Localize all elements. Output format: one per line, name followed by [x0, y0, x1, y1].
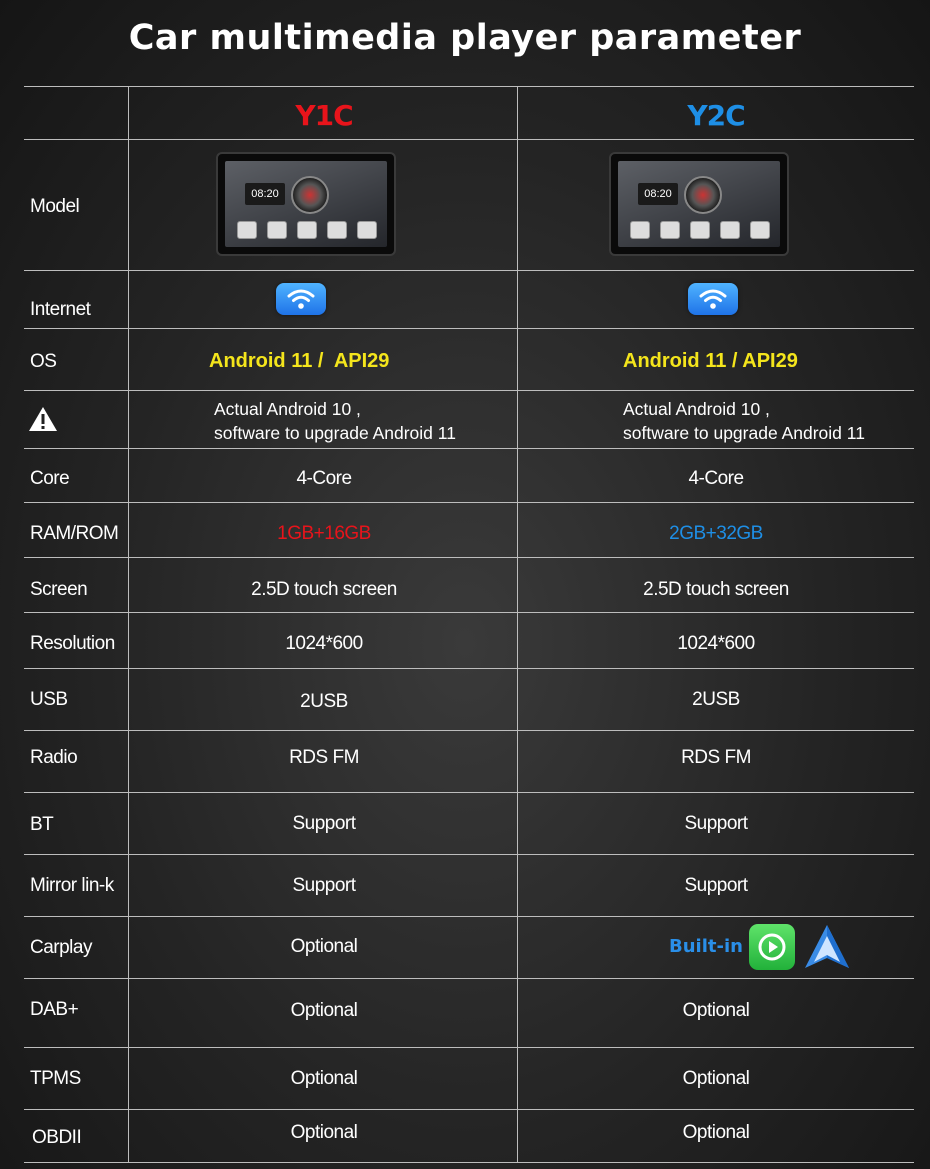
page-title: Car multimedia player parameter	[128, 18, 802, 58]
obd-value-y1c: Optional	[290, 1122, 358, 1143]
column-header-y2c: Y2C	[687, 99, 745, 132]
screen-value-y1c: 2.5D touch screen	[251, 579, 397, 600]
device-clock: 08:20	[638, 183, 678, 205]
radio-app-icon	[267, 221, 287, 239]
table-row-model	[24, 139, 914, 271]
core-value-y1c: 4-Core	[296, 468, 352, 489]
table-row-note	[24, 390, 914, 449]
table-row-screen	[24, 557, 914, 613]
dab-value-y2c: Optional	[682, 1000, 750, 1021]
table-row-mirror-link	[24, 854, 914, 917]
row-label-core: Core	[30, 468, 70, 489]
device-screen	[618, 161, 780, 247]
note-line: Actual Android 10 ,	[214, 399, 361, 419]
bt-app-icon	[750, 221, 770, 239]
row-label-ramrom: RAM/ROM	[30, 523, 119, 544]
table-row-resolution	[24, 612, 914, 669]
note-line: Actual Android 10 ,	[623, 399, 770, 419]
ramrom-value-y2c: 2GB+32GB	[669, 523, 763, 544]
apps-app-icon	[690, 221, 710, 239]
row-label-radio: Radio	[30, 747, 78, 768]
device-clock: 08:20	[245, 183, 285, 205]
row-label-resolution: Resolution	[30, 633, 115, 654]
note-line: software to upgrade Android 11	[214, 423, 456, 443]
table-row-obd	[24, 1109, 914, 1163]
row-label-os: OS	[30, 351, 57, 372]
row-label-tpms: TPMS	[30, 1068, 81, 1089]
row-label-carplay: Carplay	[30, 937, 92, 958]
row-label-screen: Screen	[30, 579, 88, 600]
tpms-value-y1c: Optional	[290, 1068, 358, 1089]
resolution-value-y2c: 1024*600	[677, 633, 755, 654]
table-row-radio	[24, 730, 914, 793]
table-row-core	[24, 448, 914, 503]
radio-app-icon	[660, 221, 680, 239]
bt-value-y2c: Support	[684, 813, 748, 834]
device-image-y1c	[216, 152, 396, 256]
obd-value-y2c: Optional	[682, 1122, 750, 1143]
row-label-dab: DAB+	[30, 999, 79, 1020]
table-row-internet	[24, 270, 914, 329]
radio-value-y2c: RDS FM	[681, 747, 751, 768]
note-y2c	[623, 397, 865, 445]
row-label-obd: OBDII	[32, 1127, 82, 1148]
app-dock	[237, 221, 377, 241]
row-label-model: Model	[30, 196, 80, 217]
screen-value-y2c: 2.5D touch screen	[643, 579, 789, 600]
carplay-icon	[749, 924, 795, 970]
device-screen	[225, 161, 387, 247]
carplay-value-y1c: Optional	[290, 936, 358, 957]
radio-value-y1c: RDS FM	[289, 747, 359, 768]
mirror-value-y1c: Support	[292, 875, 356, 896]
warning-icon	[28, 406, 58, 432]
usb-value-y2c: 2USB	[692, 689, 740, 710]
wifi-icon	[688, 283, 738, 315]
bt-value-y1c: Support	[292, 813, 356, 834]
table-row-os	[24, 328, 914, 391]
resolution-value-y1c: 1024*600	[285, 633, 363, 654]
table-row-dab	[24, 978, 914, 1048]
column-header-y1c: Y1C	[295, 99, 353, 132]
row-label-usb: USB	[30, 689, 68, 710]
speedometer-icon	[291, 176, 329, 214]
note-y1c	[214, 397, 456, 445]
os-value-y1c: Android 11 / API29	[209, 350, 390, 372]
navi-app-icon	[237, 221, 257, 239]
device-image-y2c	[609, 152, 789, 256]
row-label-mirror-link: Mirror lin-k	[30, 875, 114, 896]
os-value-y2c: Android 11 / API29	[623, 350, 798, 372]
bt-app-icon	[357, 221, 377, 239]
core-value-y2c: 4-Core	[688, 468, 744, 489]
ramrom-value-y1c: 1GB+16GB	[277, 523, 371, 544]
app-dock	[630, 221, 770, 241]
speedometer-icon	[684, 176, 722, 214]
table-row-tpms	[24, 1047, 914, 1110]
table-row-carplay	[24, 916, 914, 979]
usb-value-y1c: 2USB	[300, 691, 348, 712]
header-row	[24, 86, 914, 140]
wifi-icon	[276, 283, 326, 315]
apps-app-icon	[297, 221, 317, 239]
video-app-icon	[720, 221, 740, 239]
table-row-bt	[24, 792, 914, 855]
navi-app-icon	[630, 221, 650, 239]
table-row-usb	[24, 668, 914, 731]
tpms-value-y2c: Optional	[682, 1068, 750, 1089]
row-label-internet: Internet	[30, 299, 91, 320]
table-row-ramrom	[24, 502, 914, 558]
dab-value-y1c: Optional	[290, 1000, 358, 1021]
android-auto-icon	[802, 922, 852, 972]
mirror-value-y2c: Support	[684, 875, 748, 896]
note-line: software to upgrade Android 11	[623, 423, 865, 443]
video-app-icon	[327, 221, 347, 239]
carplay-value-y2c: Built-in	[669, 936, 743, 957]
row-label-bt: BT	[30, 814, 54, 835]
